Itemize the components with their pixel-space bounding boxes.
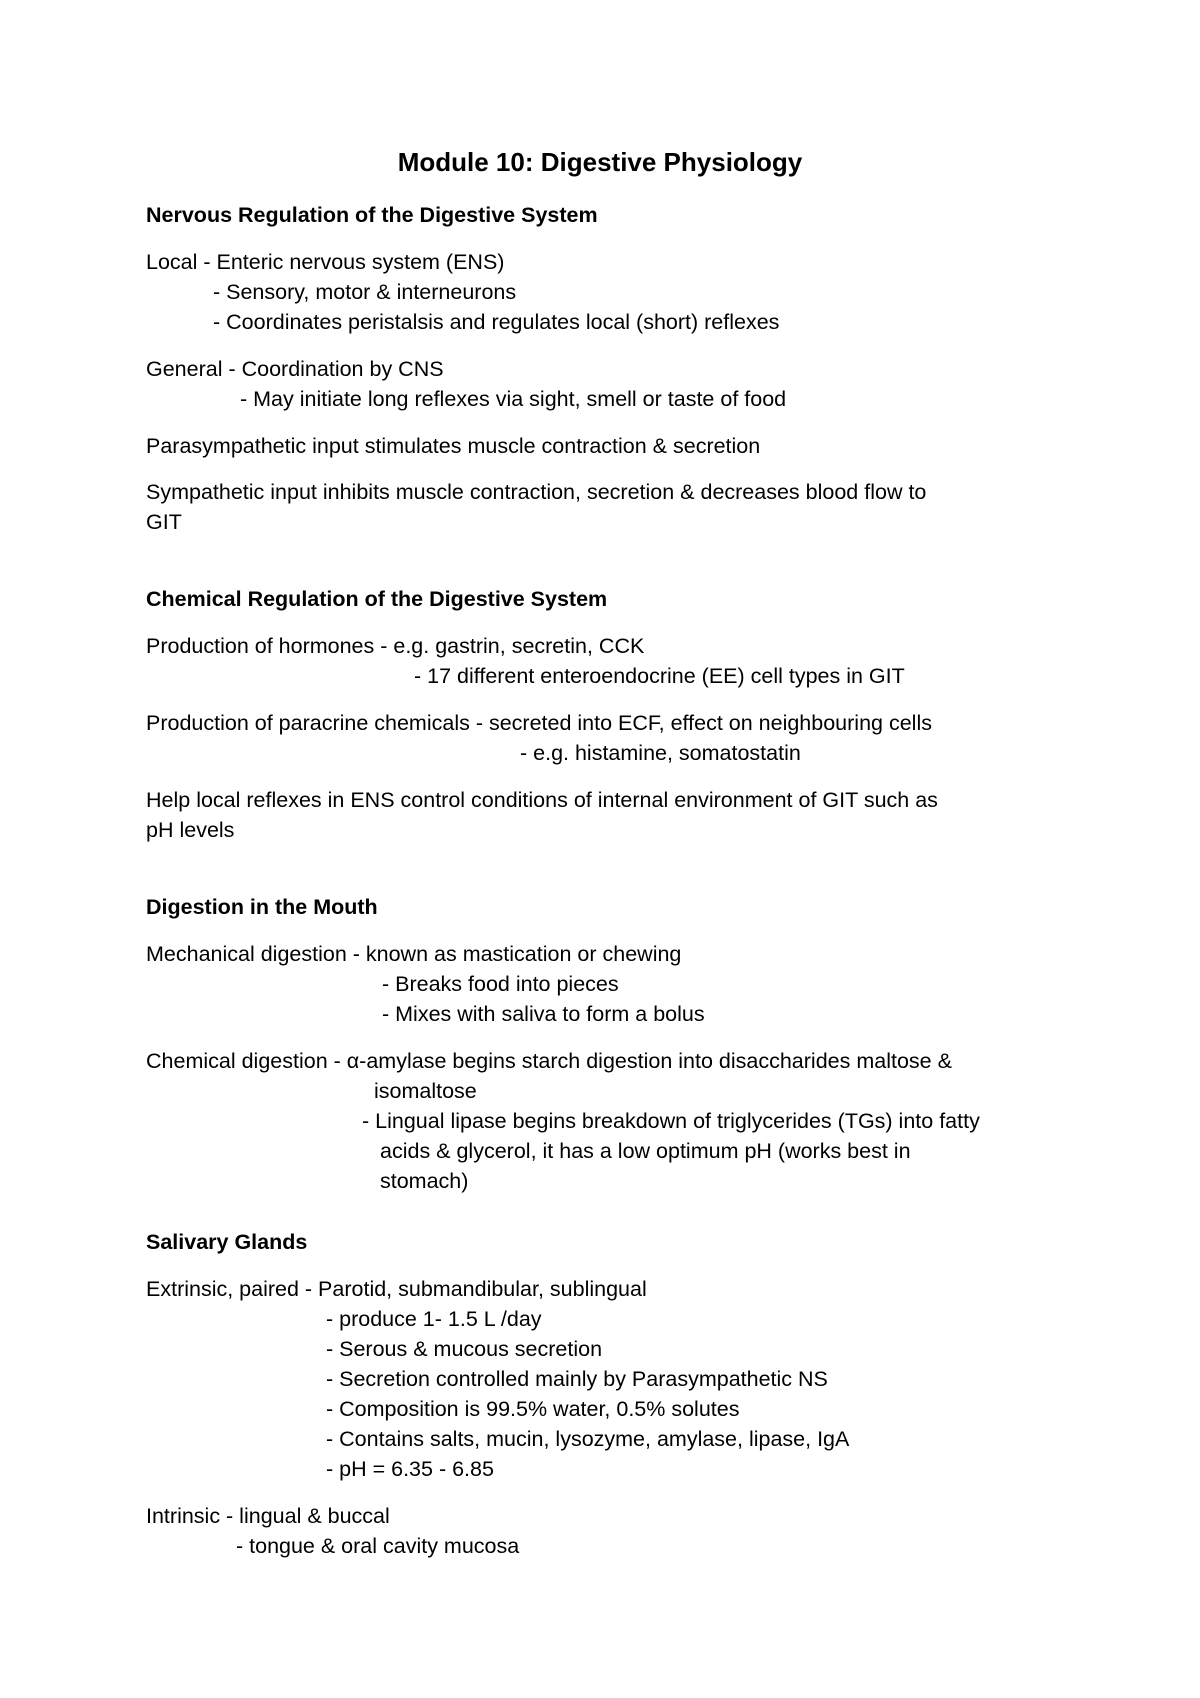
text-line: - Breaks food into pieces — [382, 972, 619, 996]
text-line: - Composition is 99.5% water, 0.5% solutes — [326, 1397, 740, 1421]
text-line: Production of paracrine chemicals - secreted into ECF, effect on neighbouring cells — [146, 711, 932, 735]
text-line: General - Coordination by CNS — [146, 357, 444, 381]
section-heading-chemical-regulation: Chemical Regulation of the Digestive System — [146, 587, 608, 611]
section-heading-salivary-glands: Salivary Glands — [146, 1230, 308, 1254]
text-line: Sympathetic input inhibits muscle contraction, secretion & decreases blood flow to — [146, 480, 927, 504]
text-line: Parasympathetic input stimulates muscle contraction & secretion — [146, 434, 761, 458]
text-line: GIT — [146, 510, 182, 534]
text-line: pH levels — [146, 818, 235, 842]
text-line: Local - Enteric nervous system (ENS) — [146, 250, 505, 274]
text-line: - Sensory, motor & interneurons — [213, 280, 517, 304]
section-heading-digestion-mouth: Digestion in the Mouth — [146, 895, 378, 919]
text-line: isomaltose — [374, 1079, 477, 1103]
text-line: - Mixes with saliva to form a bolus — [382, 1002, 705, 1026]
text-line: - e.g. histamine, somatostatin — [520, 741, 801, 765]
text-line: - Lingual lipase begins breakdown of triglycerides (TGs) into fatty — [362, 1109, 980, 1133]
text-line: - Contains salts, mucin, lysozyme, amylase, lipase, IgA — [326, 1427, 850, 1451]
page-title: Module 10: Digestive Physiology — [397, 147, 803, 177]
text-line: Extrinsic, paired - Parotid, submandibular, sublingual — [146, 1277, 647, 1301]
text-line: stomach) — [380, 1169, 469, 1193]
text-line: - pH = 6.35 - 6.85 — [326, 1457, 494, 1481]
text-line: Intrinsic - lingual & buccal — [146, 1504, 390, 1528]
text-line: - tongue & oral cavity mucosa — [236, 1534, 520, 1558]
text-line: Help local reflexes in ENS control conditions of internal environment of GIT such as — [146, 788, 938, 812]
text-line: - May initiate long reflexes via sight, smell or taste of food — [240, 387, 787, 411]
text-line: Chemical digestion - α-amylase begins starch digestion into disaccharides maltose & — [146, 1049, 952, 1073]
section-heading-nervous-regulation: Nervous Regulation of the Digestive System — [146, 203, 598, 227]
text-line: - Coordinates peristalsis and regulates local (short) reflexes — [213, 310, 780, 334]
text-line: Mechanical digestion - known as mastication or chewing — [146, 942, 682, 966]
text-line: - Secretion controlled mainly by Parasympathetic NS — [326, 1367, 828, 1391]
text-line: - produce 1- 1.5 L /day — [326, 1307, 542, 1331]
text-line: acids & glycerol, it has a low optimum pH (works best in — [380, 1139, 911, 1163]
text-line: - 17 different enteroendocrine (EE) cell types in GIT — [414, 664, 905, 688]
text-line: - Serous & mucous secretion — [326, 1337, 603, 1361]
text-line: Production of hormones - e.g. gastrin, secretin, CCK — [146, 634, 645, 658]
